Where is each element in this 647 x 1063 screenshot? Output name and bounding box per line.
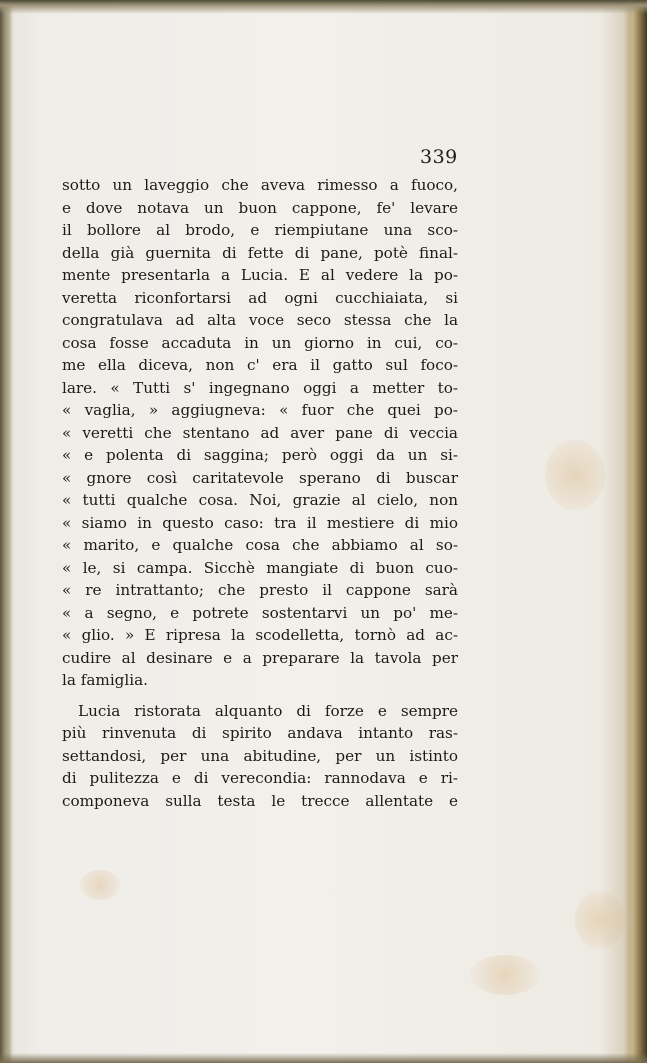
text-line: mente presentarla a Lucia. E al vedere la po- [62, 266, 458, 284]
text-line: cosa fosse accaduta in un giorno in cui, co- [62, 333, 458, 352]
text-line: componeva sulla testa le trecce allentate e [62, 791, 458, 810]
text-line: della già guernita di fette di pane, potè final- [62, 243, 458, 262]
text-line: « siamo in questo caso: tra il mestiere di mio [62, 513, 458, 532]
text-line: veretta riconfortarsi ad ogni cucchiaiata, si [62, 288, 458, 307]
text-line: più rinvenuta di spirito andava intanto ras- [62, 724, 458, 742]
bottom-edge-shadow [0, 1053, 647, 1063]
text-line: di pulitezza e di verecondia: rannodava e ri- [62, 769, 458, 787]
text-line: « le, si campa. Sicchè mangiate di buon cuo- [62, 558, 458, 577]
book-spine-shadow [0, 0, 12, 1063]
text-line: « veretti che stentano ad aver pane di veccia [62, 423, 458, 442]
text-line: « re intrattanto; che presto il cappone sarà [62, 581, 458, 599]
text-lines [62, 174, 458, 812]
page-edge-shadow [623, 0, 647, 1063]
text-line: Lucia ristorata alquanto di forze e sempre [78, 701, 458, 720]
text-line: « e polenta di saggina; però oggi da un si- [62, 446, 458, 464]
text-line: « vaglia, » aggiugneva: « fuor che quei po- [62, 401, 458, 419]
top-edge-shadow [0, 0, 647, 14]
text-line: « gnore così caritatevole sperano di buscar [62, 468, 458, 487]
text-line: lare. « Tutti s' ingegnano oggi a metter to- [62, 378, 458, 397]
text-line: me ella diceva, non c' era il gatto sul foco- [62, 356, 458, 374]
text-line: sotto un laveggio che aveva rimesso a fuoco, [62, 176, 458, 194]
text-line: congratulava ad alta voce seco stessa che la [62, 311, 458, 329]
text-line: « tutti qualche cosa. Noi, grazie al cielo, non [62, 491, 458, 509]
text-line: la famiglia. [62, 671, 148, 689]
text-line: settandosi, per una abitudine, per un istinto [62, 746, 458, 765]
text-line: « glio. » E ripresa la scodelletta, tornò ad ac- [62, 626, 458, 644]
paper-stain [545, 440, 605, 510]
text-line: cudire al desinare e a preparare la tavola per [62, 648, 458, 667]
paper-stain [470, 955, 540, 995]
text-line: e dove notava un buon cappone, fe' levare [62, 198, 458, 217]
paper-stain [575, 890, 625, 950]
page-number: 339 [420, 146, 458, 168]
text-line: « marito, e qualche cosa che abbiamo al so- [62, 536, 458, 554]
paper-stain [80, 870, 120, 900]
text-line: il bollore al brodo, e riempiutane una sco- [62, 221, 458, 239]
text-line: « a segno, e potrete sostentarvi un po' me- [62, 603, 458, 622]
paragraph-gap [62, 692, 458, 700]
